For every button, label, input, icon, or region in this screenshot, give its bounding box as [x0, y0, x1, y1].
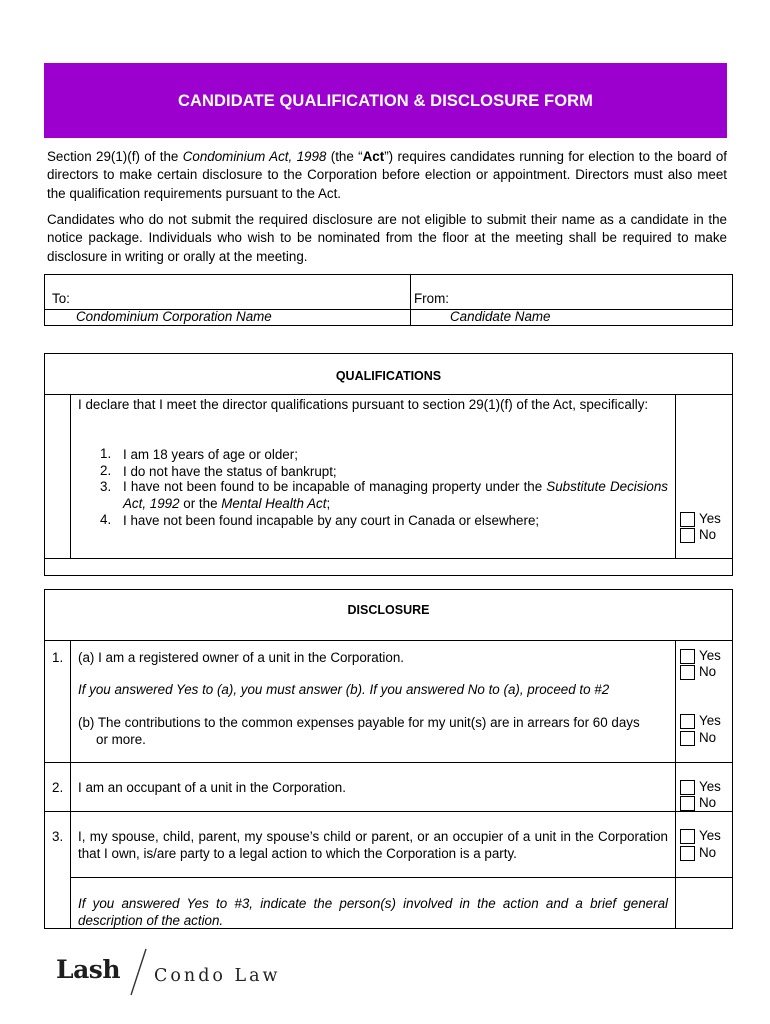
disclosure-3-text: I, my spouse, child, parent, my spouse’s child or parent, or an occupier of a unit in the Corporation that I own, is/are party to a legal action to which the Corporation is a party. [78, 829, 668, 861]
disclosure-1a-yes-checkbox[interactable] [680, 649, 695, 664]
logo-lash: Lash [56, 955, 121, 984]
from-label: From: [414, 291, 449, 306]
disclosure-1b-yes-checkbox[interactable] [680, 714, 695, 729]
disclosure-3-no-label: No [699, 845, 717, 860]
disclosure-1a-yes-label: Yes [699, 648, 721, 663]
qualification-item-2: I do not have the status of bankrupt; [123, 464, 337, 479]
disclosure-2-yes-checkbox[interactable] [680, 780, 695, 795]
logo-condo-law: Condo Law [154, 966, 281, 986]
to-field[interactable]: Condominium Corporation Name [76, 309, 272, 324]
disclosure-heading: DISCLOSURE [347, 603, 430, 617]
disclosure-1a-text: (a) I am a registered owner of a unit in the Corporation. [78, 650, 405, 665]
intro-paragraph-1: Section 29(1)(f) of the Condominium Act, 1998 (the “Act”) requires candidates running for election to the board of directors to make certain disclosure to the Corporation before election or appointment. Directors must also meet the qualification requirements pursuant to the Act. [47, 149, 727, 201]
disclosure-1-note: If you answered Yes to (a), you must answer (b). If you answered No to (a), proceed to #2 [78, 682, 610, 697]
title-banner [44, 63, 727, 138]
intro-paragraph-2: Candidates who do not submit the required disclosure are not eligible to submit their name as a candidate in the notice package. Individuals who wish to be nominated from the floor at the meeting shall be required to make disclosure in writing or orally at the meeting. [47, 212, 727, 264]
disclosure-3-yes-checkbox[interactable] [680, 829, 695, 844]
from-field[interactable]: Candidate Name [450, 309, 551, 324]
disclosure-3-yes-label: Yes [699, 828, 721, 843]
disclosure-3-note: If you answered Yes to #3, indicate the person(s) involved in the action and a brief general description of the action. [78, 896, 668, 928]
disclosure-1b-text: (b) The contributions to the common expenses payable for my unit(s) are in arrears for 60 days [78, 715, 640, 730]
qualifications-no-checkbox[interactable] [680, 528, 695, 543]
disclosure-1b-yes-label: Yes [699, 713, 721, 728]
disclosure-2-yes-label: Yes [699, 779, 721, 794]
qualification-item-4: I have not been found incapable by any court in Canada or elsewhere; [123, 513, 540, 528]
disclosure-2-no-checkbox[interactable] [680, 796, 695, 811]
logo-slash-icon [128, 948, 148, 996]
disclosure-1a-no-label: No [699, 664, 717, 679]
qualifications-yes-label: Yes [699, 511, 721, 526]
disclosure-1b-no-label: No [699, 730, 717, 745]
qualification-item-1: I am 18 years of age or older; [123, 447, 298, 462]
disclosure-2-no-label: No [699, 795, 717, 810]
qualifications-no-label: No [699, 527, 717, 542]
qualification-item-3: I have not been found to be incapable of managing property under the Substitute Decisions Act, 1992 or the Mental Health Act; [123, 479, 668, 511]
disclosure-3-no-checkbox[interactable] [680, 846, 695, 861]
form-title: CANDIDATE QUALIFICATION & DISCLOSURE FORM [177, 92, 594, 110]
qualifications-heading: QUALIFICATIONS [335, 369, 442, 383]
disclosure-1b-no-checkbox[interactable] [680, 731, 695, 746]
disclosure-1a-no-checkbox[interactable] [680, 665, 695, 680]
to-label: To: [52, 291, 70, 306]
qualifications-yes-checkbox[interactable] [680, 512, 695, 527]
qualifications-declaration: I declare that I meet the director qualifications pursuant to section 29(1)(f) of the Act, specifically: [78, 397, 649, 412]
disclosure-1b-text-cont: or more. [96, 732, 146, 747]
disclosure-2-text: I am an occupant of a unit in the Corporation. [78, 780, 346, 795]
